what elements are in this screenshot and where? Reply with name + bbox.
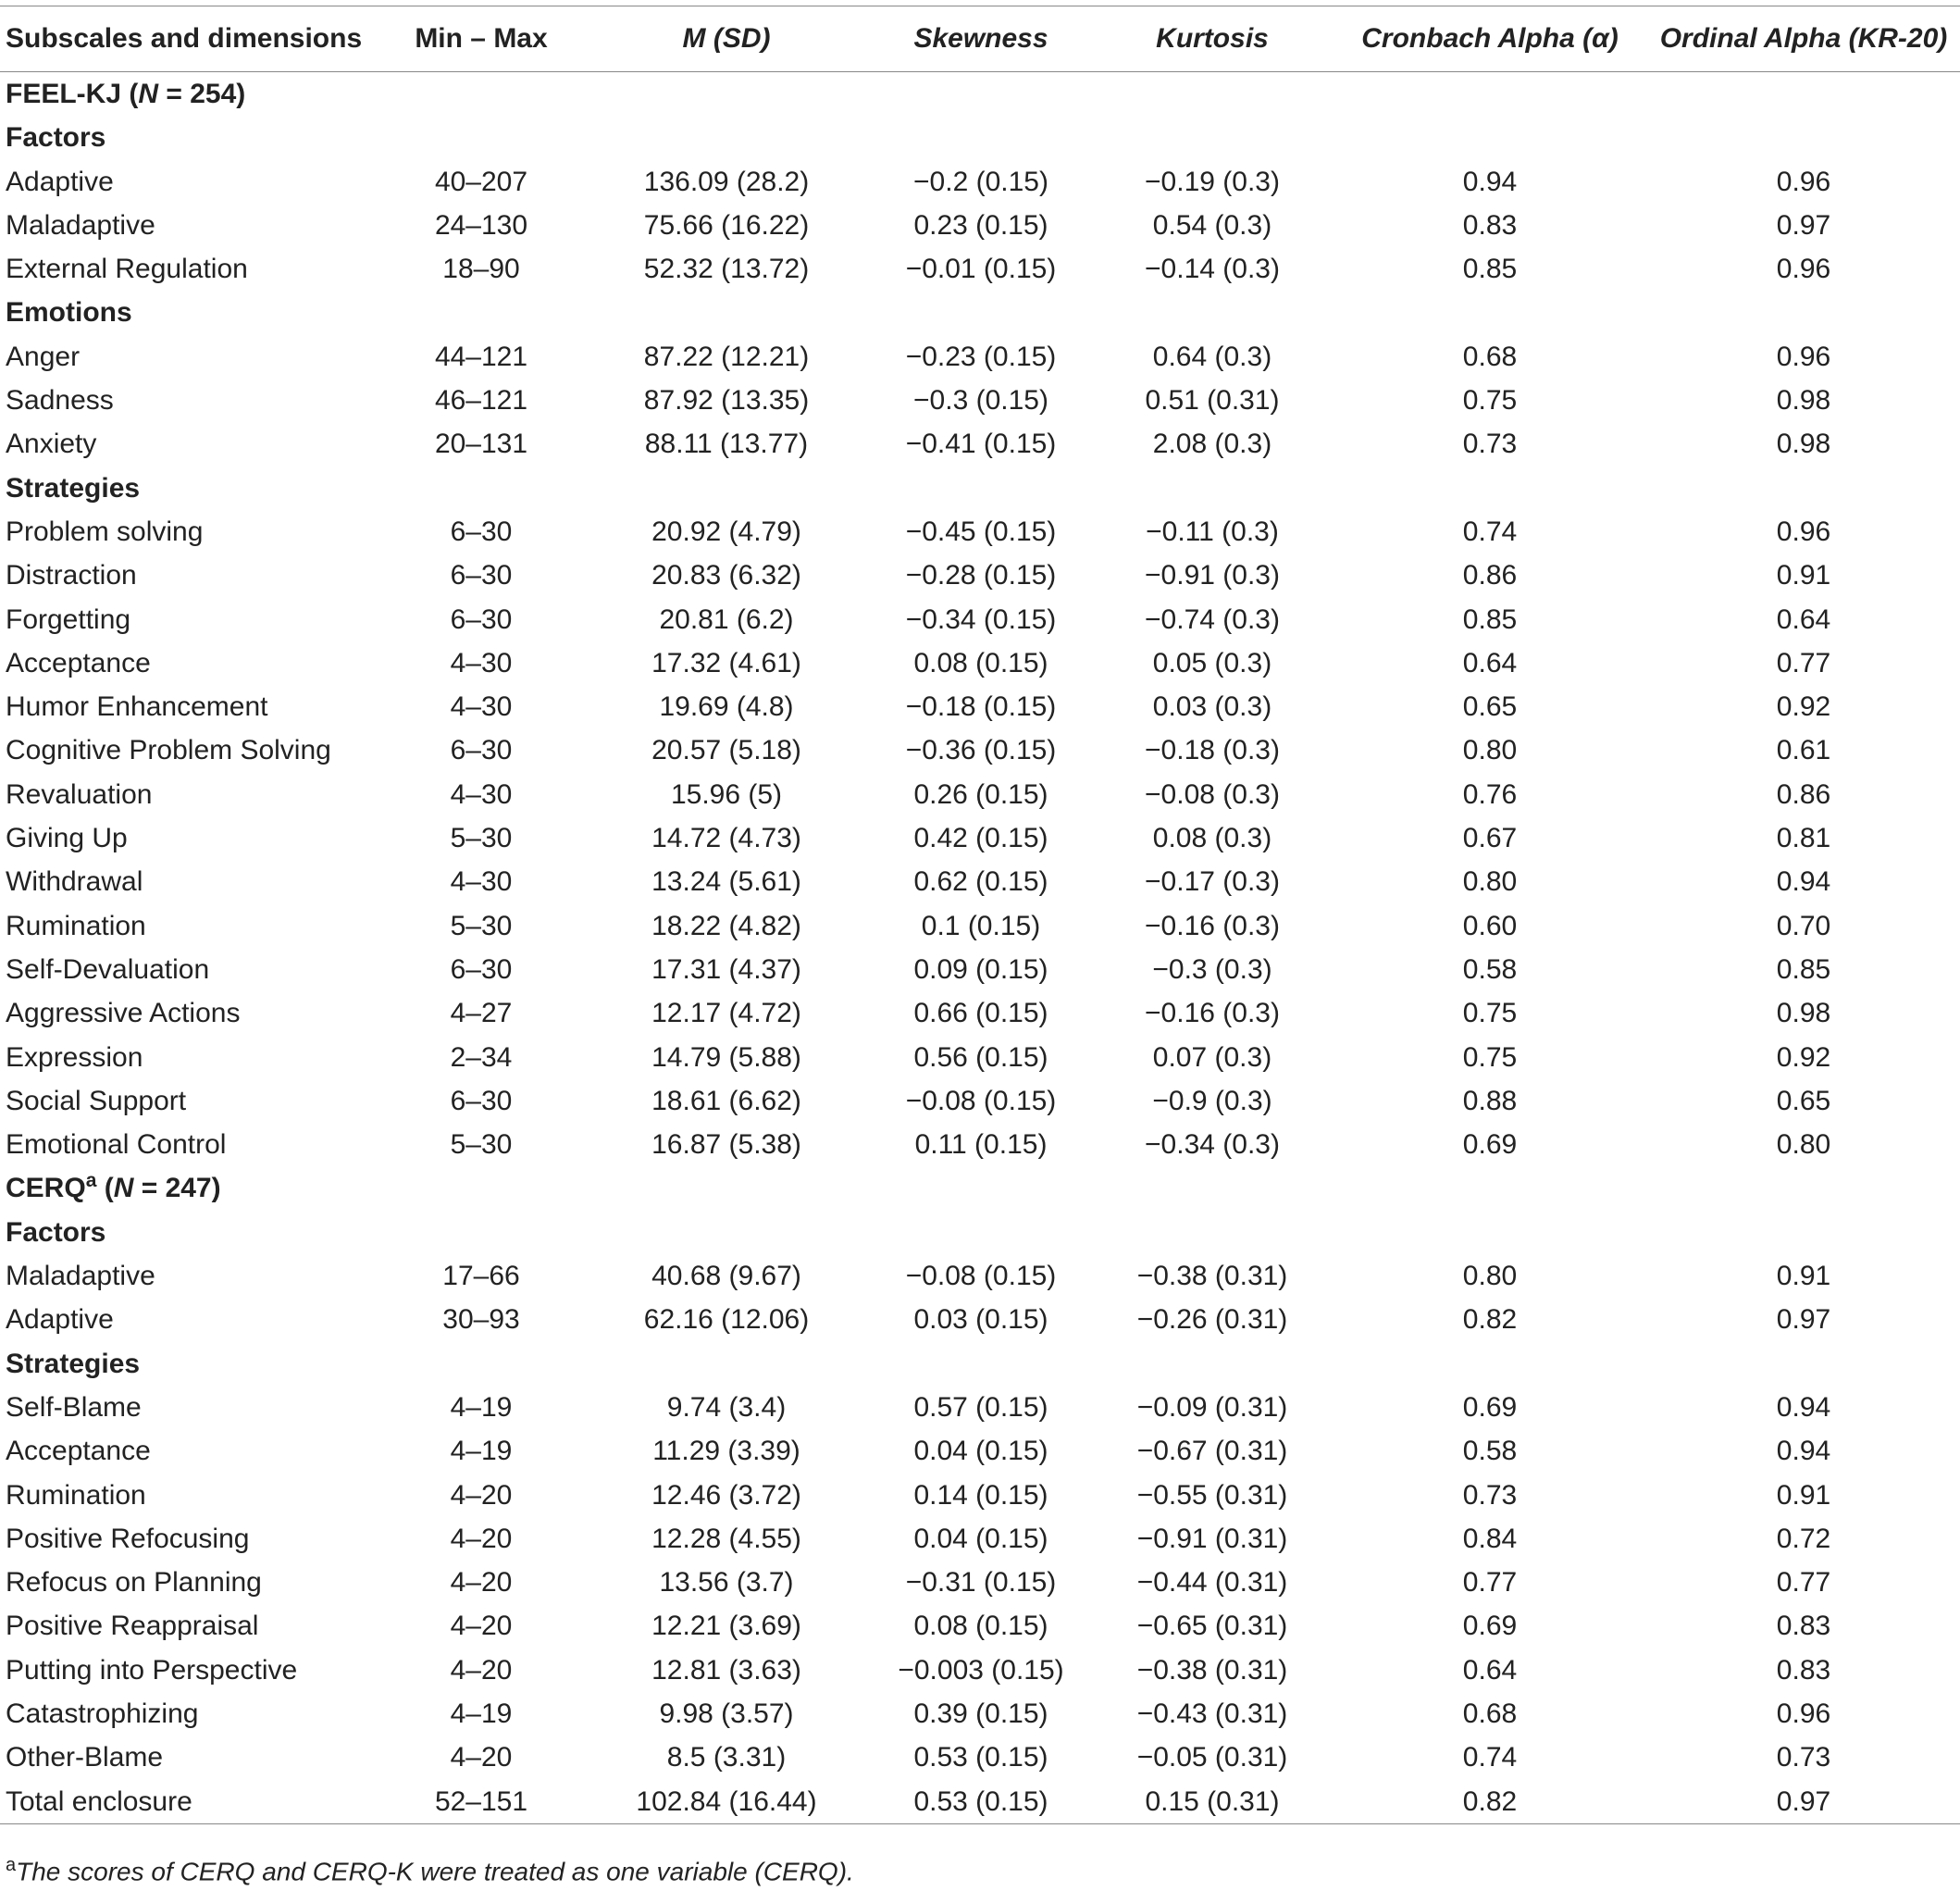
cell-min-max: 6–30 (450, 560, 513, 591)
cell-ordinal-alpha: 0.86 (1776, 778, 1831, 810)
table-footnote (6, 1847, 854, 1890)
cell-subscale: Positive Refocusing (6, 1523, 250, 1554)
cell-cronbach-alpha: 0.75 (1462, 998, 1518, 1029)
cell-kurtosis: −0.17 (0.3) (1145, 866, 1280, 898)
table-row (0, 1123, 1960, 1166)
cell-mean-sd: 52.32 (13.72) (643, 254, 810, 285)
table-row (0, 860, 1960, 903)
cell-cronbach-alpha: 0.82 (1462, 1304, 1518, 1336)
cell-subscale: Acceptance (6, 647, 151, 678)
section-footnote-marker: a (85, 1170, 97, 1192)
cell-kurtosis: −0.16 (0.3) (1145, 998, 1280, 1029)
cell-subscale: Maladaptive (6, 1261, 155, 1292)
cell-subscale: Total enclosure (0, 1780, 379, 1824)
cell-ordinal-alpha: 0.92 (1776, 691, 1831, 723)
cell-cronbach-alpha: 0.60 (1462, 910, 1518, 941)
cell-subscale: Social Support (6, 1085, 187, 1116)
section-title (0, 1166, 1960, 1210)
cell-cronbach-alpha: 0.80 (1462, 735, 1518, 766)
table-row (0, 554, 1960, 597)
cell-kurtosis: −0.67 (0.31) (1136, 1436, 1288, 1467)
cell-mean-sd: 9.98 (3.57) (659, 1698, 794, 1729)
cell-subscale: Forgetting (6, 603, 131, 635)
cell-kurtosis: −0.08 (0.3) (1145, 778, 1280, 810)
table-row (0, 422, 1960, 466)
group-title: Factors (6, 1216, 106, 1248)
cell-kurtosis: −0.38 (0.31) (1136, 1654, 1288, 1686)
cell-ordinal-alpha: 0.96 (1776, 254, 1831, 285)
col-header-mean-sd: M (SD) (583, 6, 870, 72)
cell-min-max: 44–121 (434, 341, 528, 372)
cell-mean-sd: 12.28 (4.55) (651, 1523, 801, 1554)
cell-skewness: −0.23 (0.15) (905, 341, 1057, 372)
table-row (0, 728, 1960, 772)
table-row (0, 1036, 1960, 1079)
cell-cronbach-alpha: 0.86 (1462, 560, 1518, 591)
cell-cronbach-alpha: 0.58 (1462, 1436, 1518, 1467)
col-header-min-max: Min – Max (379, 6, 583, 72)
cell-subscale: Expression (6, 1041, 143, 1073)
section-name: CERQ (6, 1173, 86, 1204)
cell-ordinal-alpha: 0.98 (1776, 385, 1831, 417)
table-row (0, 641, 1960, 685)
cell-skewness: −0.003 (0.15) (898, 1654, 1064, 1686)
cell-cronbach-alpha: 0.76 (1462, 778, 1518, 810)
cell-subscale: Adaptive (6, 1304, 114, 1336)
cell-subscale: Positive Reappraisal (6, 1611, 259, 1642)
table-row (0, 904, 1960, 948)
section-n-value: = 247) (133, 1173, 221, 1204)
cell-mean-sd: 62.16 (12.06) (643, 1304, 810, 1336)
cell-mean-sd: 14.79 (5.88) (651, 1041, 801, 1073)
footnote-marker: a (6, 1855, 17, 1875)
cell-skewness: 0.42 (0.15) (913, 823, 1048, 854)
cell-subscale: Self-Devaluation (6, 953, 210, 985)
cell-min-max: 4–20 (450, 1523, 513, 1554)
cell-ordinal-alpha: 0.83 (1776, 1611, 1831, 1642)
cell-kurtosis: −0.11 (0.3) (1146, 516, 1279, 547)
cell-subscale: Anger (6, 341, 81, 372)
cell-subscale: Rumination (6, 910, 146, 941)
table-row (0, 1735, 1960, 1779)
cell-cronbach-alpha: 0.94 (1462, 166, 1518, 197)
cell-min-max: 6–30 (450, 1085, 513, 1116)
table-row (0, 1254, 1960, 1298)
cell-kurtosis: −0.44 (0.31) (1136, 1567, 1288, 1599)
cell-kurtosis: −0.26 (0.31) (1136, 1304, 1288, 1336)
group-title: Emotions (6, 297, 132, 329)
cell-kurtosis: −0.3 (0.3) (1152, 953, 1272, 985)
cell-min-max: 4–30 (450, 866, 513, 898)
cell-subscale: Emotional Control (6, 1129, 227, 1161)
cell-cronbach-alpha: 0.75 (1462, 385, 1518, 417)
cell-ordinal-alpha: 0.77 (1776, 1567, 1831, 1599)
cell-ordinal-alpha: 0.91 (1776, 1479, 1831, 1511)
cell-cronbach-alpha: 0.73 (1462, 1479, 1518, 1511)
cell-mean-sd: 18.22 (4.82) (651, 910, 801, 941)
cell-skewness: −0.01 (0.15) (905, 254, 1057, 285)
table-row (0, 510, 1960, 554)
cell-mean-sd: 13.56 (3.7) (659, 1567, 794, 1599)
cell-min-max: 6–30 (450, 516, 513, 547)
cell-ordinal-alpha: 0.81 (1776, 823, 1831, 854)
col-header-cronbach-alpha: Cronbach Alpha (α) (1333, 6, 1647, 72)
cell-skewness: −0.28 (0.15) (905, 560, 1057, 591)
table-row (0, 1386, 1960, 1429)
cell-skewness: 0.04 (0.15) (913, 1436, 1048, 1467)
cell-ordinal-alpha: 0.94 (1776, 1436, 1831, 1467)
cell-ordinal-alpha: 0.61 (1776, 735, 1831, 766)
cell-kurtosis: −0.18 (0.3) (1145, 735, 1280, 766)
cell-ordinal-alpha: 0.73 (1776, 1742, 1831, 1773)
cell-skewness: −0.08 (0.15) (905, 1085, 1057, 1116)
cell-min-max: 4–30 (450, 647, 513, 678)
cell-mean-sd: 40.68 (9.67) (651, 1261, 801, 1292)
cell-skewness: 0.53 (0.15) (913, 1742, 1048, 1773)
table-row (0, 598, 1960, 641)
cell-ordinal-alpha: 0.70 (1776, 910, 1831, 941)
cell-ordinal-alpha: 0.97 (1776, 1304, 1831, 1336)
cell-subscale: Anxiety (6, 429, 97, 460)
cell-skewness: 0.03 (0.15) (913, 1304, 1048, 1336)
cell-skewness: −0.18 (0.15) (905, 691, 1057, 723)
cell-mean-sd: 9.74 (3.4) (666, 1391, 787, 1423)
cell-kurtosis: 0.64 (0.3) (1152, 341, 1272, 372)
cell-ordinal-alpha: 0.91 (1776, 1261, 1831, 1292)
cell-kurtosis: 0.07 (0.3) (1152, 1041, 1272, 1073)
cell-cronbach-alpha: 0.77 (1462, 1567, 1518, 1599)
table-row (0, 948, 1960, 991)
cell-kurtosis: −0.34 (0.3) (1145, 1129, 1280, 1161)
table-row (0, 204, 1960, 247)
cell-ordinal-alpha: 0.98 (1776, 429, 1831, 460)
cell-ordinal-alpha: 0.96 (1776, 1698, 1831, 1729)
cell-min-max: 6–30 (450, 735, 513, 766)
cell-kurtosis: −0.55 (0.31) (1136, 1479, 1288, 1511)
cell-subscale: Refocus on Planning (6, 1567, 262, 1599)
cell-min-max: 5–30 (450, 1129, 513, 1161)
cell-cronbach-alpha: 0.75 (1462, 1041, 1518, 1073)
section-row (0, 1166, 1960, 1210)
cell-skewness: 0.57 (0.15) (913, 1391, 1048, 1423)
cell-skewness: 0.11 (0.15) (914, 1129, 1048, 1161)
cell-min-max: 5–30 (450, 910, 513, 941)
cell-min-max: 17–66 (442, 1261, 520, 1292)
cell-cronbach-alpha: 0.73 (1462, 429, 1518, 460)
cell-kurtosis: 0.15 (0.31) (1092, 1780, 1333, 1824)
cell-ordinal-alpha: 0.96 (1776, 341, 1831, 372)
cell-cronbach-alpha: 0.67 (1462, 823, 1518, 854)
cell-skewness: −0.2 (0.15) (913, 166, 1048, 197)
cell-kurtosis: −0.09 (0.31) (1136, 1391, 1288, 1423)
cell-min-max: 4–20 (450, 1567, 513, 1599)
cell-mean-sd: 20.83 (6.32) (651, 560, 801, 591)
cell-mean-sd: 75.66 (16.22) (643, 209, 810, 241)
cell-mean-sd: 17.32 (4.61) (651, 647, 801, 678)
table-row (0, 335, 1960, 379)
table-row (0, 1429, 1960, 1473)
table-row (0, 1604, 1960, 1648)
cell-skewness: 0.04 (0.15) (913, 1523, 1048, 1554)
cell-subscale: Giving Up (6, 823, 128, 854)
cell-min-max: 4–19 (450, 1436, 513, 1467)
cell-subscale: Self-Blame (6, 1391, 142, 1423)
cell-skewness: −0.34 (0.15) (905, 603, 1057, 635)
cell-mean-sd: 20.81 (6.2) (659, 603, 794, 635)
table-row (0, 991, 1960, 1035)
cell-skewness: −0.45 (0.15) (905, 516, 1057, 547)
cell-mean-sd: 87.22 (12.21) (643, 341, 810, 372)
cell-min-max: 4–19 (450, 1698, 513, 1729)
descriptive-statistics-table (0, 6, 1960, 1824)
cell-kurtosis: 0.03 (0.3) (1152, 691, 1272, 723)
cell-kurtosis: −0.19 (0.3) (1145, 166, 1280, 197)
group-title: Strategies (6, 472, 141, 504)
footnote-text: The scores of CERQ and CERQ-K were treated as one variable (CERQ). (16, 1857, 854, 1886)
cell-kurtosis: −0.9 (0.3) (1152, 1085, 1272, 1116)
cell-subscale: Other-Blame (6, 1742, 164, 1773)
col-header-skewness: Skewness (870, 6, 1092, 72)
cell-mean-sd: 17.31 (4.37) (651, 953, 801, 985)
table-row (0, 1648, 1960, 1692)
section-name: FEEL-KJ ( (6, 79, 139, 109)
cell-min-max: 4–20 (450, 1742, 513, 1773)
cell-ordinal-alpha: 0.97 (1776, 209, 1831, 241)
cell-min-max: 18–90 (442, 254, 520, 285)
cell-cronbach-alpha: 0.68 (1462, 1698, 1518, 1729)
cell-kurtosis: −0.05 (0.31) (1136, 1742, 1288, 1773)
table-row (0, 1517, 1960, 1561)
cell-min-max: 4–27 (450, 998, 513, 1029)
cell-mean-sd: 19.69 (4.8) (659, 691, 794, 723)
cell-min-max: 46–121 (434, 385, 528, 417)
header-row (0, 6, 1960, 72)
col-header-subscales: Subscales and dimensions (0, 6, 379, 72)
cell-skewness: −0.36 (0.15) (905, 735, 1057, 766)
cell-skewness: −0.3 (0.15) (913, 385, 1048, 417)
cell-skewness: −0.41 (0.15) (905, 429, 1057, 460)
cell-kurtosis: 2.08 (0.3) (1152, 429, 1272, 460)
cell-mean-sd: 12.81 (3.63) (651, 1654, 801, 1686)
cell-kurtosis: −0.14 (0.3) (1145, 254, 1280, 285)
cell-subscale: Revaluation (6, 778, 153, 810)
cell-min-max: 4–30 (450, 778, 513, 810)
cell-min-max: 4–20 (450, 1479, 513, 1511)
cell-cronbach-alpha: 0.82 (1333, 1780, 1647, 1824)
cell-kurtosis: 0.05 (0.3) (1152, 647, 1272, 678)
cell-mean-sd: 8.5 (3.31) (666, 1742, 787, 1773)
cell-min-max: 40–207 (434, 166, 528, 197)
cell-ordinal-alpha: 0.64 (1776, 603, 1831, 635)
cell-min-max: 20–131 (434, 429, 528, 460)
cell-skewness: 0.39 (0.15) (913, 1698, 1048, 1729)
cell-min-max: 6–30 (450, 603, 513, 635)
cell-kurtosis: 0.08 (0.3) (1152, 823, 1272, 854)
section-row (0, 72, 1960, 117)
table-row (0, 379, 1960, 422)
cell-mean-sd: 18.61 (6.62) (651, 1085, 801, 1116)
cell-cronbach-alpha: 0.83 (1462, 209, 1518, 241)
cell-kurtosis: 0.54 (0.3) (1152, 209, 1272, 241)
cell-subscale: Cognitive Problem Solving (6, 735, 331, 766)
cell-skewness: 0.14 (0.15) (913, 1479, 1048, 1511)
cell-kurtosis: −0.91 (0.3) (1145, 560, 1280, 591)
cell-ordinal-alpha: 0.77 (1776, 647, 1831, 678)
group-title: Factors (6, 122, 106, 154)
cell-ordinal-alpha: 0.96 (1776, 516, 1831, 547)
cell-mean-sd: 88.11 (13.77) (644, 429, 809, 460)
cell-skewness: 0.09 (0.15) (913, 953, 1048, 985)
cell-cronbach-alpha: 0.74 (1462, 516, 1518, 547)
cell-ordinal-alpha: 0.72 (1776, 1523, 1831, 1554)
group-title: Strategies (6, 1348, 141, 1379)
cell-cronbach-alpha: 0.85 (1462, 603, 1518, 635)
cell-skewness: −0.31 (0.15) (905, 1567, 1057, 1599)
cell-min-max: 5–30 (450, 823, 513, 854)
cell-cronbach-alpha: 0.85 (1462, 254, 1518, 285)
cell-cronbach-alpha: 0.69 (1462, 1611, 1518, 1642)
cell-mean-sd: 102.84 (16.44) (583, 1780, 870, 1824)
table-row (0, 1474, 1960, 1517)
cell-subscale: Aggressive Actions (6, 998, 241, 1029)
cell-subscale: Humor Enhancement (6, 691, 268, 723)
cell-mean-sd: 13.24 (5.61) (651, 866, 801, 898)
section-n-prefix: ( (96, 1173, 114, 1204)
cell-mean-sd: 16.87 (5.38) (651, 1129, 801, 1161)
cell-mean-sd: 12.46 (3.72) (651, 1479, 801, 1511)
cell-ordinal-alpha: 0.83 (1776, 1654, 1831, 1686)
group-row (0, 1211, 1960, 1254)
cell-skewness: 0.08 (0.15) (913, 1611, 1048, 1642)
table-row (0, 685, 1960, 728)
cell-kurtosis: −0.74 (0.3) (1145, 603, 1280, 635)
cell-min-max: 52–151 (379, 1780, 583, 1824)
cell-subscale: Catastrophizing (6, 1698, 199, 1729)
table-body (0, 72, 1960, 1824)
cell-ordinal-alpha: 0.98 (1776, 998, 1831, 1029)
cell-cronbach-alpha: 0.64 (1462, 647, 1518, 678)
cell-kurtosis: −0.65 (0.31) (1136, 1611, 1288, 1642)
cell-cronbach-alpha: 0.58 (1462, 953, 1518, 985)
table-row (0, 1079, 1960, 1123)
section-n-label: N (113, 1173, 134, 1204)
cell-mean-sd: 136.09 (28.2) (643, 166, 810, 197)
cell-subscale: Rumination (6, 1479, 146, 1511)
cell-skewness: 0.1 (0.15) (921, 910, 1041, 941)
cell-skewness: 0.53 (0.15) (870, 1780, 1092, 1824)
cell-ordinal-alpha: 0.94 (1776, 866, 1831, 898)
group-row (0, 1342, 1960, 1386)
cell-cronbach-alpha: 0.80 (1462, 1261, 1518, 1292)
cell-subscale: Distraction (6, 560, 137, 591)
cell-cronbach-alpha: 0.80 (1462, 866, 1518, 898)
cell-ordinal-alpha: 0.80 (1776, 1129, 1831, 1161)
group-row (0, 116, 1960, 159)
cell-skewness: 0.62 (0.15) (913, 866, 1048, 898)
cell-min-max: 4–20 (450, 1611, 513, 1642)
cell-subscale: Adaptive (6, 166, 114, 197)
cell-mean-sd: 12.17 (4.72) (651, 998, 801, 1029)
cell-ordinal-alpha: 0.91 (1776, 560, 1831, 591)
cell-kurtosis: −0.43 (0.31) (1136, 1698, 1288, 1729)
table-row (0, 816, 1960, 860)
cell-skewness: 0.56 (0.15) (913, 1041, 1048, 1073)
cell-mean-sd: 12.21 (3.69) (651, 1611, 801, 1642)
cell-skewness: 0.26 (0.15) (913, 778, 1048, 810)
cell-min-max: 24–130 (434, 209, 528, 241)
cell-cronbach-alpha: 0.69 (1462, 1129, 1518, 1161)
cell-ordinal-alpha: 0.97 (1647, 1780, 1960, 1824)
cell-mean-sd: 14.72 (4.73) (651, 823, 801, 854)
cell-ordinal-alpha: 0.85 (1776, 953, 1831, 985)
cell-mean-sd: 87.92 (13.35) (643, 385, 810, 417)
table-row (0, 247, 1960, 291)
cell-ordinal-alpha: 0.65 (1776, 1085, 1831, 1116)
cell-kurtosis: −0.91 (0.31) (1136, 1523, 1288, 1554)
col-header-kurtosis: Kurtosis (1092, 6, 1333, 72)
cell-min-max: 6–30 (450, 953, 513, 985)
cell-mean-sd: 20.92 (4.79) (651, 516, 801, 547)
cell-mean-sd: 15.96 (5) (670, 778, 783, 810)
cell-subscale: Acceptance (6, 1436, 151, 1467)
cell-min-max: 2–34 (450, 1041, 513, 1073)
cell-min-max: 4–20 (450, 1654, 513, 1686)
cell-kurtosis: −0.16 (0.3) (1145, 910, 1280, 941)
table-row (0, 1692, 1960, 1735)
cell-ordinal-alpha: 0.94 (1776, 1391, 1831, 1423)
cell-min-max: 4–19 (450, 1391, 513, 1423)
cell-cronbach-alpha: 0.68 (1462, 341, 1518, 372)
table-row (0, 160, 1960, 204)
table-row (0, 1561, 1960, 1604)
cell-ordinal-alpha: 0.92 (1776, 1041, 1831, 1073)
cell-cronbach-alpha: 0.84 (1462, 1523, 1518, 1554)
cell-cronbach-alpha: 0.69 (1462, 1391, 1518, 1423)
cell-subscale: Problem solving (6, 516, 204, 547)
section-n-label: N (138, 79, 159, 109)
cell-mean-sd: 20.57 (5.18) (651, 735, 801, 766)
group-row (0, 291, 1960, 334)
cell-min-max: 4–30 (450, 691, 513, 723)
cell-kurtosis: 0.51 (0.31) (1145, 385, 1280, 417)
cell-subscale: External Regulation (6, 254, 248, 285)
cell-cronbach-alpha: 0.88 (1462, 1085, 1518, 1116)
cell-mean-sd: 11.29 (3.39) (652, 1436, 800, 1467)
cell-cronbach-alpha: 0.74 (1462, 1742, 1518, 1773)
cell-ordinal-alpha: 0.96 (1776, 166, 1831, 197)
table-row (0, 1780, 1960, 1824)
group-row (0, 467, 1960, 510)
cell-cronbach-alpha: 0.64 (1462, 1654, 1518, 1686)
cell-skewness: 0.66 (0.15) (913, 998, 1048, 1029)
cell-skewness: −0.08 (0.15) (905, 1261, 1057, 1292)
cell-skewness: 0.23 (0.15) (913, 209, 1048, 241)
table-row (0, 1298, 1960, 1341)
section-n-value: = 254) (158, 79, 246, 109)
cell-cronbach-alpha: 0.65 (1462, 691, 1518, 723)
cell-subscale: Withdrawal (6, 866, 143, 898)
cell-skewness: 0.08 (0.15) (913, 647, 1048, 678)
cell-min-max: 30–93 (442, 1304, 520, 1336)
cell-subscale: Putting into Perspective (6, 1654, 298, 1686)
cell-subscale: Maladaptive (6, 209, 155, 241)
cell-kurtosis: −0.38 (0.31) (1136, 1261, 1288, 1292)
cell-subscale: Sadness (6, 385, 114, 417)
section-title (0, 72, 1960, 117)
col-header-ordinal-alpha: Ordinal Alpha (KR-20) (1647, 6, 1960, 72)
table-row (0, 773, 1960, 816)
